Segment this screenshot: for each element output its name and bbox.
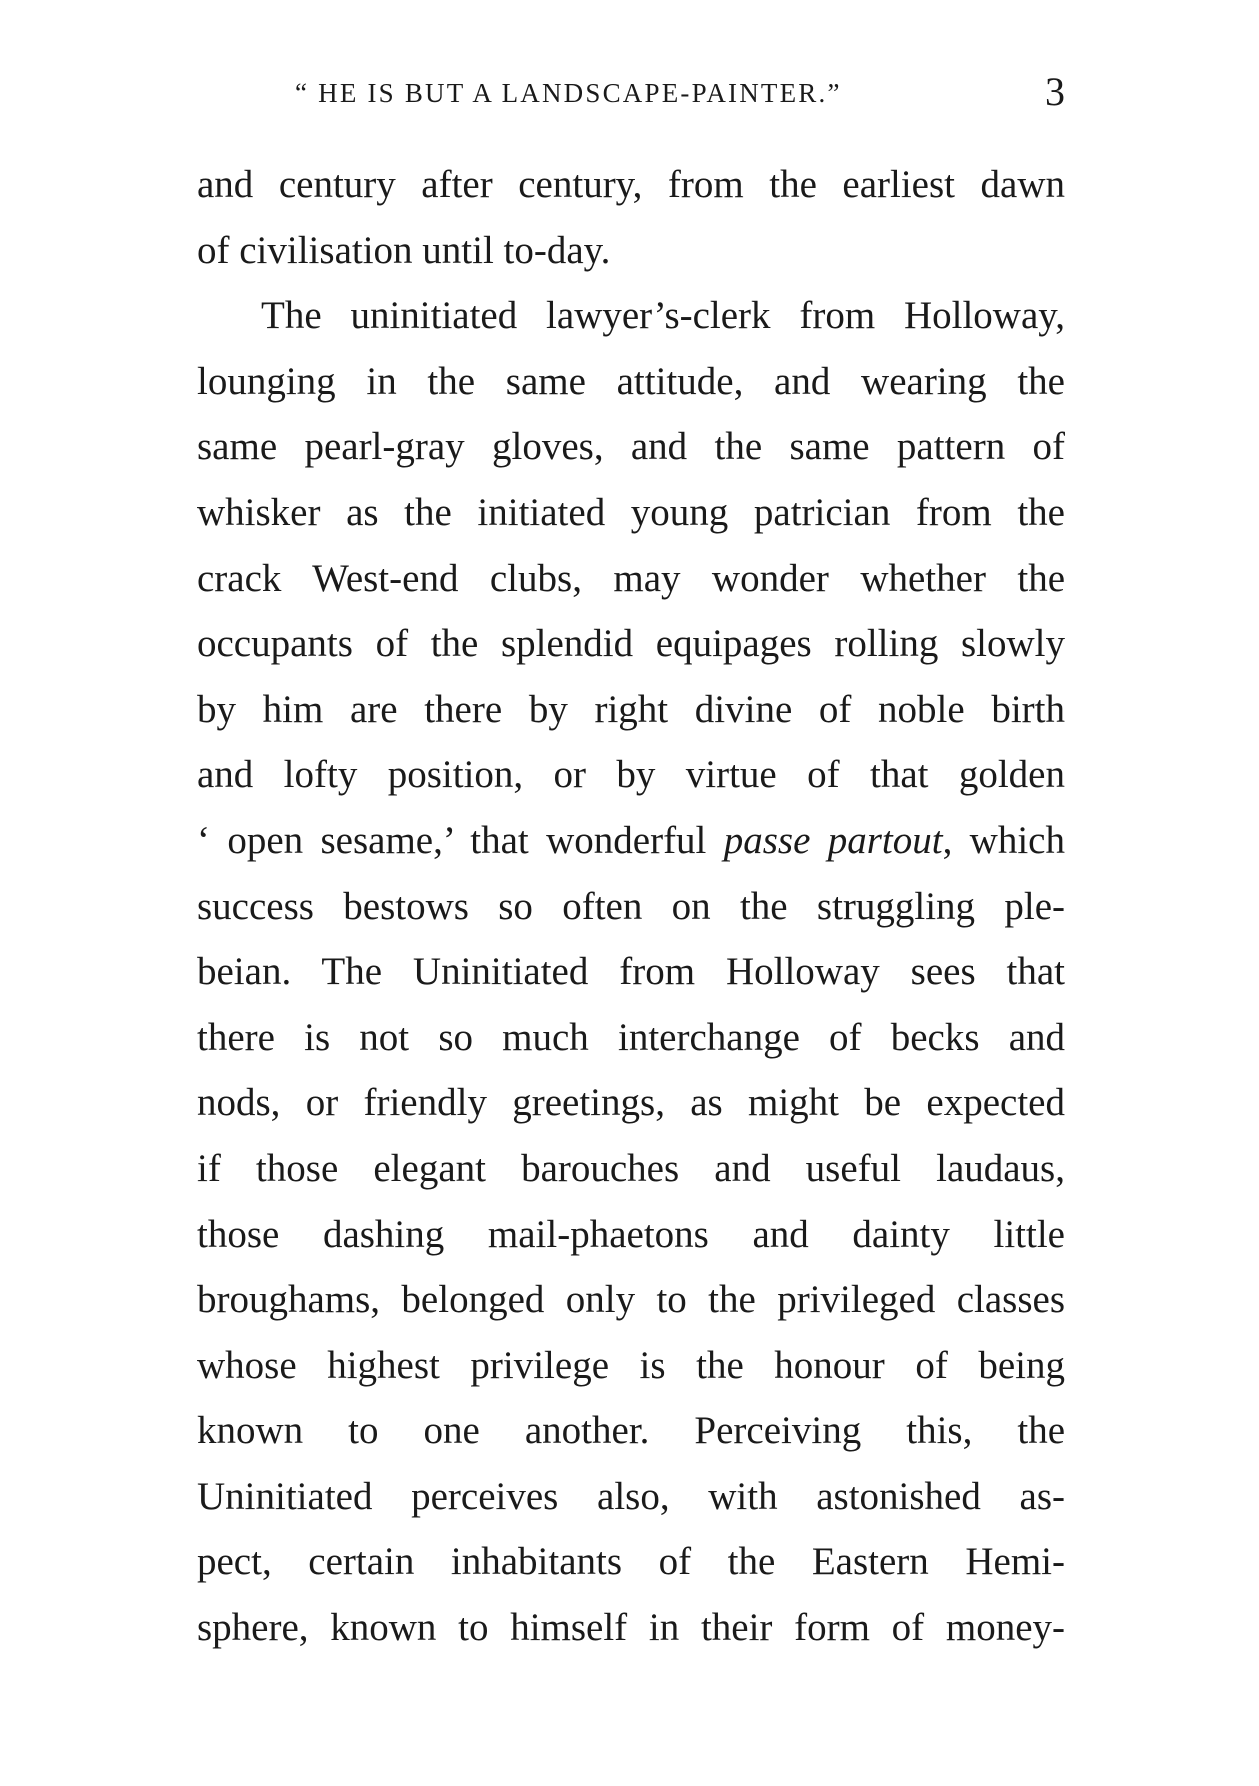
text-line: sphere, known to himself in their form of money- — [197, 1606, 1065, 1650]
text-line: those dashing mail-phaetons and dainty little — [197, 1212, 1065, 1256]
text-segment: , which — [942, 818, 1065, 862]
text-line: broughams, belonged only to the privileged classes — [197, 1278, 1065, 1322]
text-line: and century after century, from the earliest dawn — [197, 163, 1065, 206]
text-line: if those elegant barouches and useful laudaus, — [197, 1146, 1065, 1190]
text-line: success bestows so often on the struggling ple- — [197, 884, 1065, 928]
text-line: Uninitiated perceives also, with astonished as- — [197, 1474, 1065, 1518]
text-line: whose highest privilege is the honour of being — [197, 1343, 1065, 1387]
text-line: known to one another. Perceiving this, the — [197, 1409, 1065, 1453]
text-line: The uninitiated lawyer’s-clerk from Holloway, — [261, 294, 1065, 338]
text-line: crack West-end clubs, may wonder whether the — [197, 556, 1065, 600]
text-line: there is not so much interchange of becks and — [197, 1015, 1065, 1059]
text-line: beian. The Uninitiated from Holloway sees that — [197, 950, 1065, 994]
text-line: nods, or friendly greetings, as might be expected — [197, 1081, 1065, 1125]
text-line: lounging in the same attitude, and wearing the — [197, 359, 1065, 403]
text-line: same pearl-gray gloves, and the same pattern of — [197, 425, 1065, 469]
text-line: and lofty position, or by virtue of that golden — [197, 753, 1065, 797]
body-text — [197, 152, 1065, 1661]
text-line: of civilisation until to-day. — [197, 228, 611, 272]
running-head — [195, 68, 1065, 118]
text-line: by him are there by right divine of noble birth — [197, 687, 1065, 731]
text-line: occupants of the splendid equipages rolling slowly — [197, 622, 1065, 666]
text-line-with-italic — [197, 808, 1065, 874]
text-line: pect, certain inhabitants of the Eastern Hemi- — [197, 1540, 1065, 1584]
running-title: “ HE IS BUT A LANDSCAPE-PAINTER.” — [295, 78, 842, 108]
italic-phrase: passe partout — [723, 818, 943, 862]
page-number: 3 — [1045, 69, 1065, 114]
text-segment: ‘ open sesame,’ that wonderful — [197, 818, 724, 862]
text-line: whisker as the initiated young patrician from the — [197, 490, 1065, 534]
